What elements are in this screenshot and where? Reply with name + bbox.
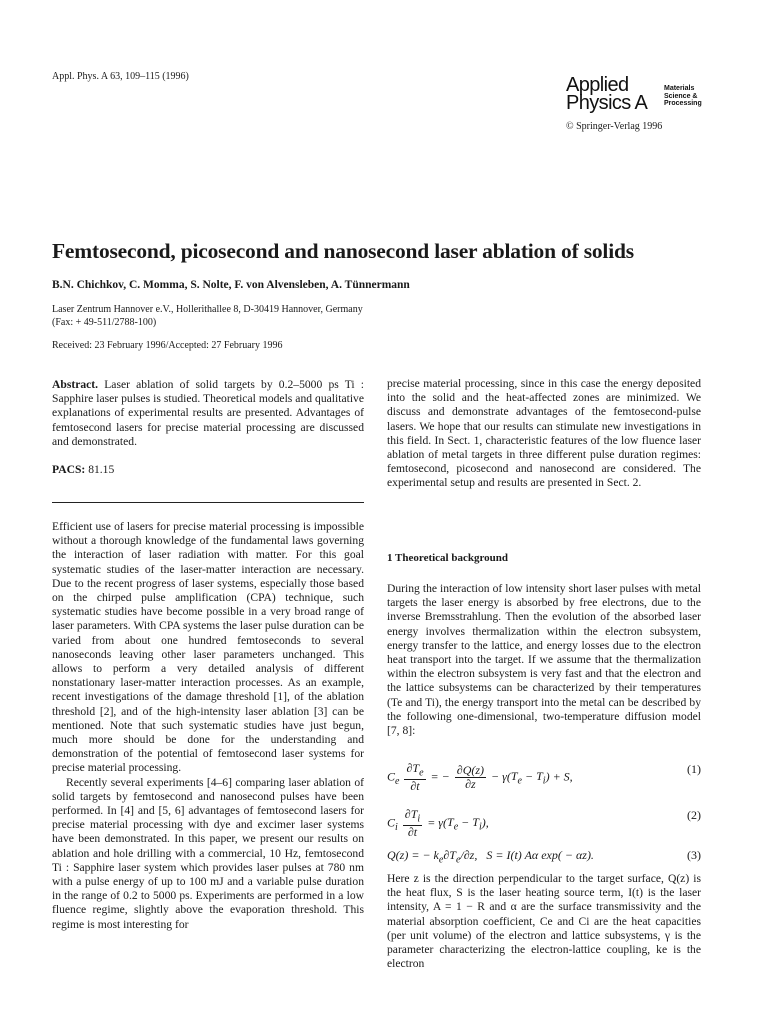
equation-3: Q(z) = − $k_e\partial T_e/\partial z$, S = I(t) Aα exp( − αz). (3) (387, 848, 701, 866)
abstract-divider (52, 502, 364, 503)
intro-paragraph-1: Efficient use of lasers for precise material processing is impossible without a thorough knowledge of the fundamental laws governing the interaction of laser radiation with matter. For this goal systematic studies of the laser-matter interaction are necessary. Due to the recent progress of laser systems, especially those based on the chirped pulse amplification (CPA) technique, such systematic studies have become possible in a very broad range of laser parameters. With CPA systems the laser pulse duration can be varied from about one hundred femtoseconds to several nanoseconds leaving other laser parameters unchanged. This allows to perform a very detailed analysis of different nonstationary laser-matter interaction processes. As an example, recent investigations of the damage threshold [1], of the ablation threshold [2], and of the high-intensity laser ablation [3] can be mentioned. Note that such systematic studies have just begun, much more should be done for the understanding and demonstration of the potential of femtosecond laser systems for precise material processing. (52, 520, 364, 775)
logo-subtitle (664, 85, 702, 108)
journal-citation: Appl. Phys. A 63, 109–115 (1996) (52, 71, 189, 82)
pacs-label: PACS: (52, 463, 86, 476)
article-title: Femtosecond, picosecond and nanosecond laser ablation of solids (52, 239, 634, 263)
left-column-body (52, 520, 364, 932)
equation-2: $C_i$ $\frac{\partial T_i}{\partial t}$ = $\gamma(T_e - T_i)$, (2) (387, 807, 701, 840)
equation-2-number: (2) (687, 808, 701, 822)
author-list: B.N. Chichkov, C. Momma, S. Nolte, F. von Alvensleben, A. Tünnermann (52, 279, 410, 291)
abstract-label: Abstract. (52, 378, 99, 391)
logo-sub-materials: Materials (664, 85, 695, 92)
theory-paragraph (387, 582, 701, 738)
logo-line-physics-a: Physics A (566, 92, 648, 114)
received-dates: Received: 23 February 1996/Accepted: 27 February 1996 (52, 340, 283, 351)
equation-1: $C_e$ $\frac{\partial T_e}{\partial t}$ = − $\frac{\partial Q(z)}{\partial z}$ − $\gamma(T_e - T_i) + S$, (1) (387, 761, 701, 794)
theory-text: During the interaction of low intensity short laser pulses with metal targets the laser energy is absorbed by free electrons, due to the inverse Bremsstrahlung. Then the evolution of the absorbed laser energy involves thermalization within the electron subsystem, energy transfer to the lattice, and energy losses due to the electron heat transport into the target. If we assume that the thermalization within the electron subsystem is very fast and that the electron and the lattice subsystems can be characterized by their temperatures (Te and Ti), the energy transport into the metal can be described by the following one-dimensional, two-temperature diffusion model [7, 8]: (387, 582, 701, 738)
copyright-notice: © Springer-Verlag 1996 (566, 121, 663, 132)
pacs-line (52, 463, 364, 477)
pacs-value: 81.15 (88, 463, 115, 476)
affiliation (52, 303, 363, 329)
abstract (52, 378, 364, 449)
logo-sub-science: Science & (664, 92, 698, 100)
right-column-intro (387, 377, 701, 491)
journal-logo (566, 76, 716, 118)
intro-paragraph-2: Recently several experiments [4–6] comparing laser ablation of solid targets by femtosecond and nanosecond pulses have been performed. In [4] and [5, 6] advantages of femtosecond lasers for precise material processing with dye and excimer laser systems have been demonstrated. In this paper, we present our results on ablation and hole drilling with a commercial, 10 Hz, femtosecond Ti : Sapphire laser system which provides laser pulses at 780 nm with a pulse energy of up to 100 mJ and a variable pulse duration in the range of 0.2 to 5000 ps. Experiments are performed in a low fluence regime, slightly above the evaporation threshold. This regime is most interesting for (52, 775, 364, 931)
equation-1-number: (1) (687, 762, 701, 776)
variable-definitions (387, 872, 701, 971)
abstract-text: Laser ablation of solid targets by 0.2–5000 ps Ti : Sapphire laser pulses is studied. Theoretical models and qualitative explanations of experimental results are presented. Advantages of femtosecond lasers for precise material processing are discussed and demonstrated. (52, 378, 364, 448)
equation-3-number: (3) (687, 848, 701, 862)
logo-line-applied: Applied (566, 74, 629, 96)
definitions-text: Here z is the direction perpendicular to the target surface, Q(z) is the heat flux, S is the laser heating source term, I(t) is the laser intensity, A = 1 − R and α are the surface transmissivity and the material absorption coefficient, Ce and Ci are the heat capacities (per unit volume) of the electron and lattice subsystems, γ is the parameter characterizing the electron-lattice coupling, ke is the electron (387, 872, 701, 971)
section-heading: 1 Theoretical background (387, 552, 509, 564)
affiliation-fax: (Fax: + 49-511/2788-100) (52, 317, 157, 328)
affiliation-address: Laser Zentrum Hannover e.V., Hollerithallee 8, D-30419 Hannover, Germany (52, 304, 363, 315)
logo-sub-processing: Processing (664, 100, 702, 107)
intro-continuation: precise material processing, since in this case the energy deposited into the solid and the heat-affected zones are minimized. We discuss and demonstrate advantages of the femtosecond-pulse lasers. We hope that our results can stimulate new investigations in this field. In Sect. 1, characteristic features of the low fluence laser ablation of metal targets in three different pulse duration regimes: femtosecond, picosecond and nanosecond are considered. The experimental setup and results are presented in Sect. 2. (387, 377, 701, 490)
